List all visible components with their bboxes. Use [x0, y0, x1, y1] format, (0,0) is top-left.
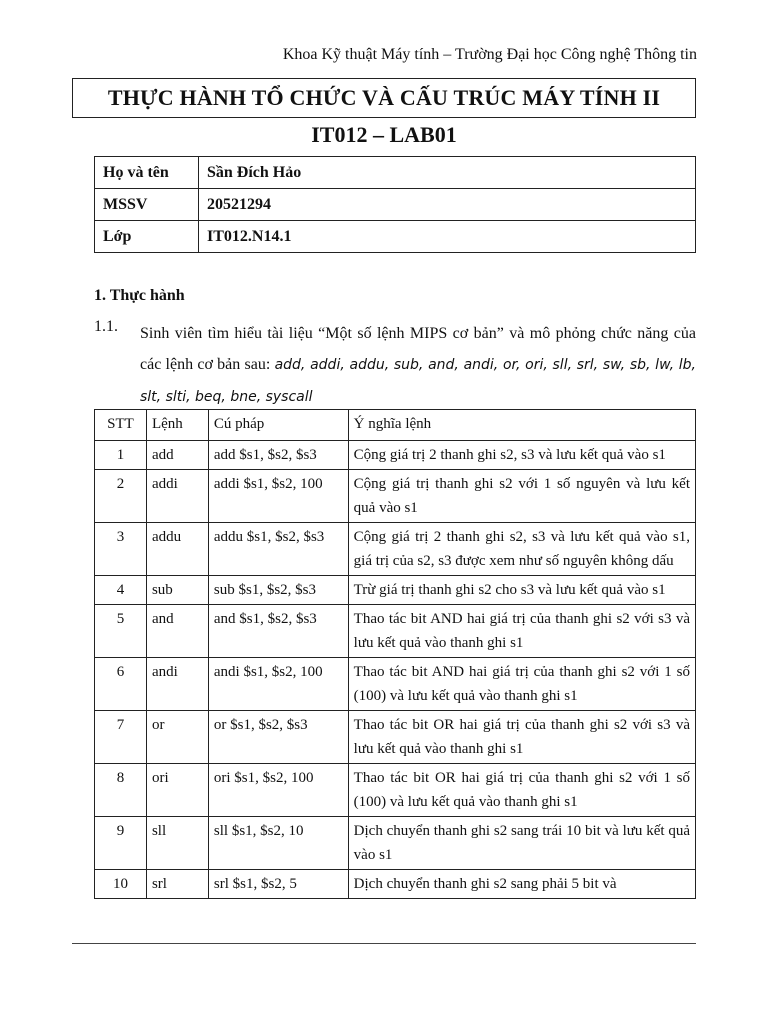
subsection-text — [140, 318, 696, 413]
student-info-table — [94, 156, 696, 253]
section-heading: 1. Thực hành — [94, 287, 185, 304]
row-command: srl — [146, 870, 208, 899]
row-command: sll — [146, 817, 208, 870]
table-row — [95, 870, 696, 899]
row-meaning: Cộng giá trị thanh ghi s2 với 1 số nguyên và lưu kết quả vào s1 — [348, 470, 695, 523]
table-header-row — [95, 410, 696, 441]
row-syntax: and $s1, $s2, $s3 — [208, 605, 348, 658]
row-command: andi — [146, 658, 208, 711]
id-value: 20521294 — [199, 189, 696, 221]
name-value: Sần Đích Hảo — [199, 157, 696, 189]
table-row — [95, 764, 696, 817]
row-syntax: ori $s1, $s2, 100 — [208, 764, 348, 817]
header-meaning: Ý nghĩa lệnh — [348, 410, 695, 441]
student-id-row — [95, 189, 696, 221]
row-meaning: Dịch chuyển thanh ghi s2 sang phải 5 bit và — [348, 870, 695, 899]
row-syntax: sll $s1, $s2, 10 — [208, 817, 348, 870]
row-command: addi — [146, 470, 208, 523]
document-subtitle: IT012 – LAB01 — [311, 122, 457, 147]
name-label: Họ và tên — [95, 157, 199, 189]
page-header: Khoa Kỹ thuật Máy tính – Trường Đại học Công nghệ Thông tin — [282, 46, 697, 63]
table-row — [95, 470, 696, 523]
row-stt: 1 — [95, 441, 147, 470]
row-syntax: add $s1, $s2, $s3 — [208, 441, 348, 470]
row-meaning: Trừ giá trị thanh ghi s2 cho s3 và lưu kết quả vào s1 — [348, 576, 695, 605]
row-syntax: sub $s1, $s2, $s3 — [208, 576, 348, 605]
row-meaning: Dịch chuyển thanh ghi s2 sang trái 10 bit và lưu kết quả vào s1 — [348, 817, 695, 870]
student-name-row — [95, 157, 696, 189]
row-syntax: addi $s1, $s2, 100 — [208, 470, 348, 523]
table-row — [95, 441, 696, 470]
header-syntax: Cú pháp — [208, 410, 348, 441]
row-meaning: Cộng giá trị 2 thanh ghi s2, s3 và lưu kết quả vào s1, giá trị của s2, s3 được xem như số nguyên không dấu — [348, 523, 695, 576]
command-list: add, addi, addu, sub, and, andi, or, ori, sll, srl, sw, sb, lw, lb, slt, slti, beq, bne, syscall — [140, 357, 697, 405]
row-meaning: Thao tác bit OR hai giá trị của thanh ghi s2 với s3 và lưu kết quả vào thanh ghi s1 — [348, 711, 695, 764]
header-command: Lệnh — [146, 410, 208, 441]
row-meaning: Thao tác bit OR hai giá trị của thanh ghi s2 với 1 số (100) và lưu kết quả vào thanh ghi s1 — [348, 764, 695, 817]
table-row — [95, 817, 696, 870]
table-row — [95, 523, 696, 576]
class-value: IT012.N14.1 — [199, 221, 696, 253]
row-command: ori — [146, 764, 208, 817]
row-stt: 9 — [95, 817, 147, 870]
row-command: and — [146, 605, 208, 658]
id-label: MSSV — [95, 189, 199, 221]
table-row — [95, 605, 696, 658]
row-syntax: addu $s1, $s2, $s3 — [208, 523, 348, 576]
document-title: THỰC HÀNH TỔ CHỨC VÀ CẤU TRÚC MÁY TÍNH II — [72, 78, 696, 118]
header-stt: STT — [95, 410, 147, 441]
row-stt: 5 — [95, 605, 147, 658]
row-syntax: srl $s1, $s2, 5 — [208, 870, 348, 899]
class-label: Lớp — [95, 221, 199, 253]
row-stt: 4 — [95, 576, 147, 605]
row-syntax: or $s1, $s2, $s3 — [208, 711, 348, 764]
row-stt: 3 — [95, 523, 147, 576]
table-row — [95, 658, 696, 711]
subsection-number: 1.1. — [94, 318, 118, 335]
row-syntax: andi $s1, $s2, 100 — [208, 658, 348, 711]
table-row — [95, 576, 696, 605]
subsection-description: Sinh viên tìm hiểu tài liệu “Một số lệnh MIPS cơ bản” và mô phỏng chức năng của các lệnh cơ bản sau: — [140, 325, 696, 373]
footer-divider — [72, 943, 696, 944]
row-command: add — [146, 441, 208, 470]
row-stt: 6 — [95, 658, 147, 711]
row-stt: 8 — [95, 764, 147, 817]
table-row — [95, 711, 696, 764]
row-stt: 10 — [95, 870, 147, 899]
student-class-row — [95, 221, 696, 253]
mips-commands-table — [94, 409, 696, 899]
row-command: sub — [146, 576, 208, 605]
row-meaning: Thao tác bit AND hai giá trị của thanh ghi s2 với s3 và lưu kết quả vào thanh ghi s1 — [348, 605, 695, 658]
row-meaning: Cộng giá trị 2 thanh ghi s2, s3 và lưu kết quả vào s1 — [348, 441, 695, 470]
row-command: or — [146, 711, 208, 764]
row-command: addu — [146, 523, 208, 576]
row-stt: 7 — [95, 711, 147, 764]
row-stt: 2 — [95, 470, 147, 523]
row-meaning: Thao tác bit AND hai giá trị của thanh ghi s2 với 1 số (100) và lưu kết quả vào thanh ghi s1 — [348, 658, 695, 711]
